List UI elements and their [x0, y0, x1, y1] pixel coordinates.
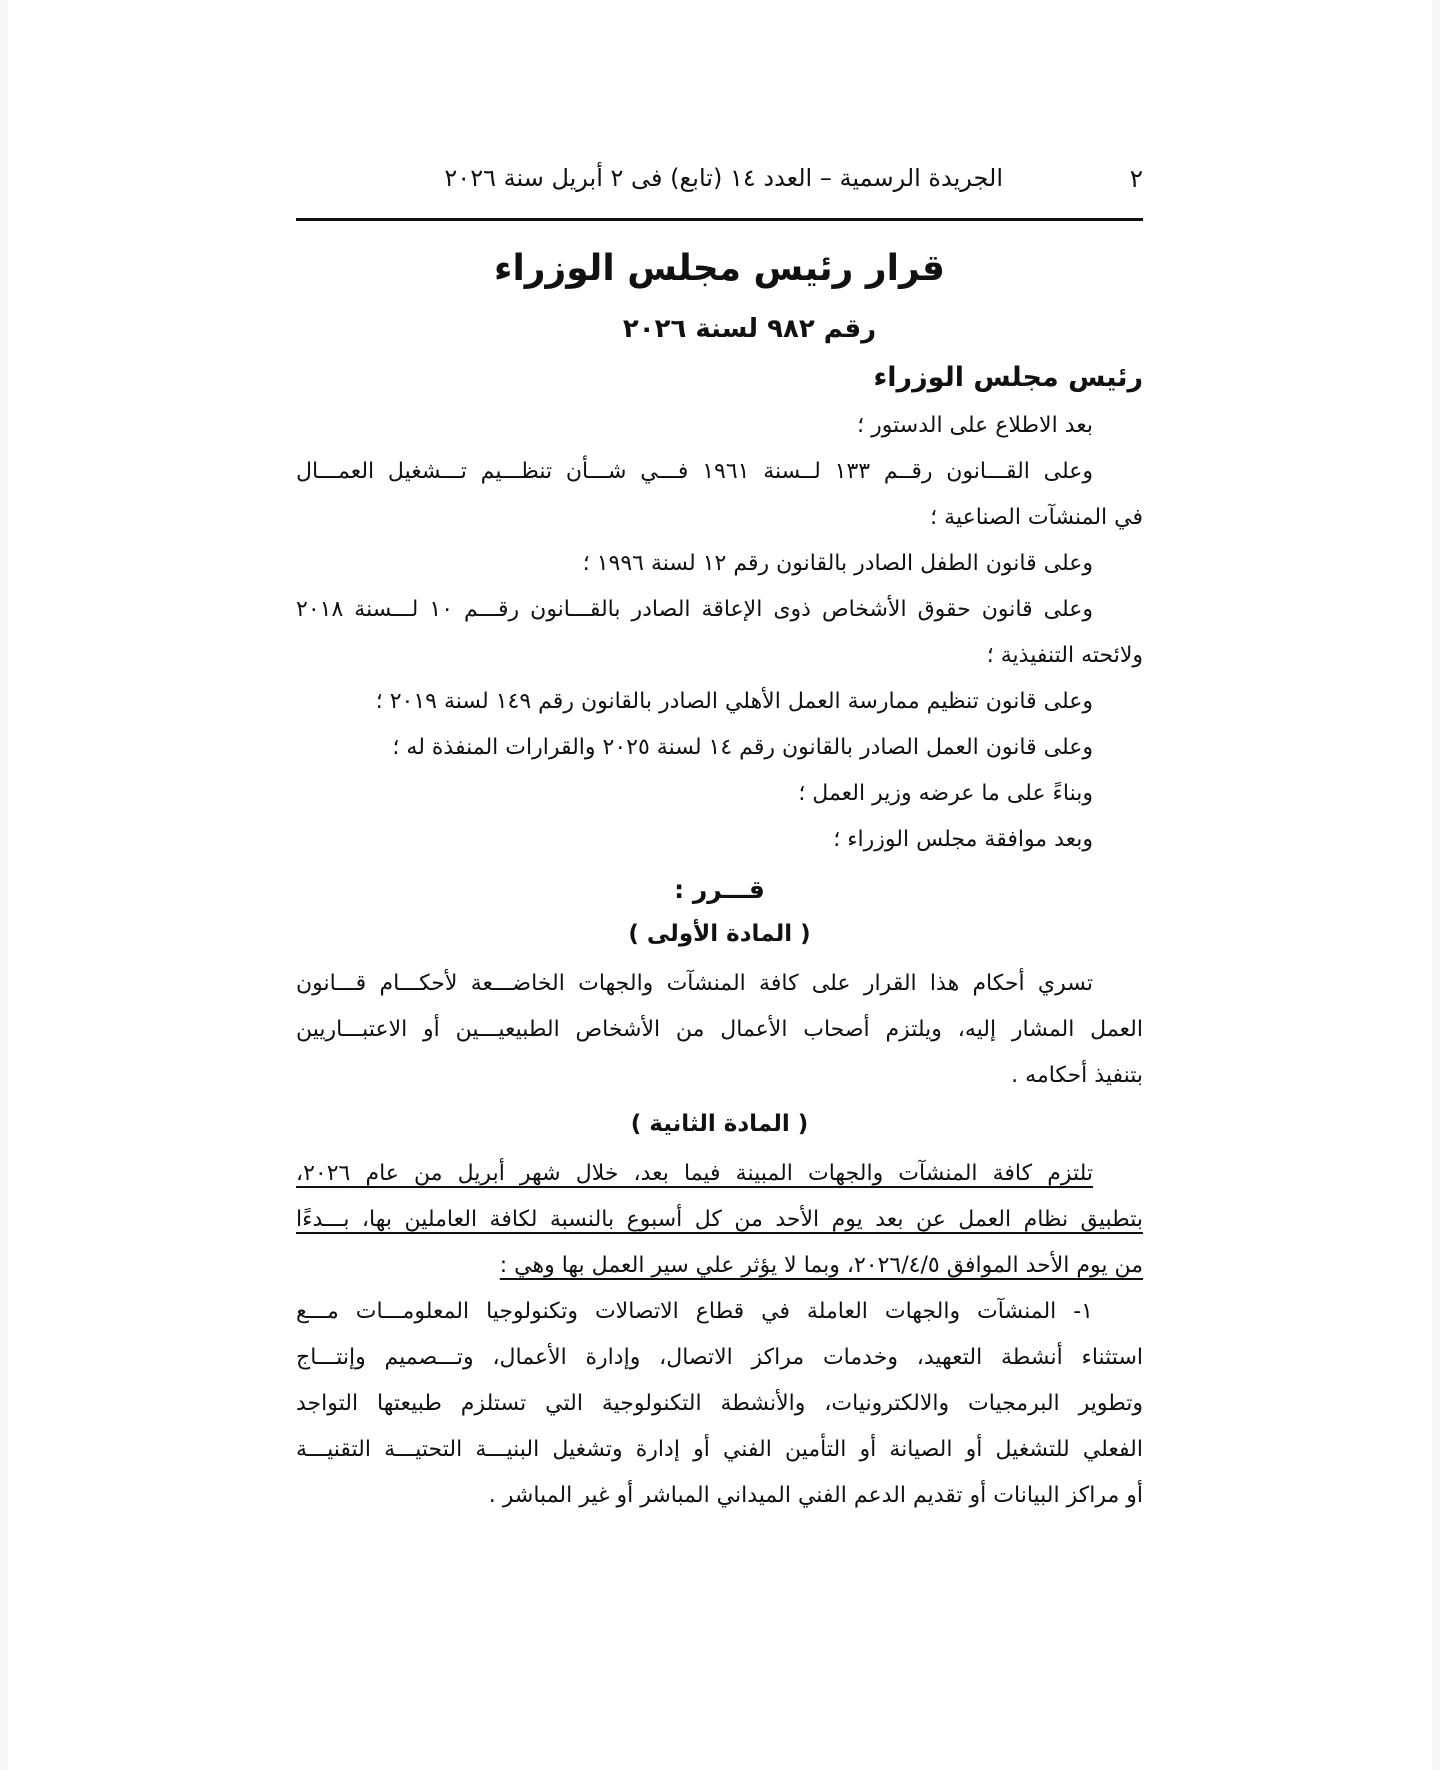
page-edge-right	[1432, 0, 1440, 1770]
preamble-line: وبعد موافقة مجلس الوزراء ؛	[833, 827, 1093, 852]
article-1-heading: ( المادة الأولى )	[628, 921, 811, 947]
page-edge-left	[0, 0, 8, 1770]
preamble-line: وبناءً على ما عرضه وزير العمل ؛	[798, 781, 1093, 806]
gazette-running-title: الجريدة الرسمية – العدد ١٤ (تابع) فى ٢ أبريل سنة ٢٠٢٦	[444, 164, 1003, 192]
article-2-line: من يوم الأحد الموافق ٢٠٢٦/٤/٥، وبما لا يؤثر علي سير العمل بها وهي :	[499, 1253, 1143, 1278]
document-page	[296, 0, 1143, 1770]
article-1-line: العمل المشار إليه، ويلتزم أصحاب الأعمال من الأشخاص الطبيعيـــين أو الاعتبـــاريين	[296, 1017, 1143, 1042]
article-2-line: بتطبيق نظام العمل عن بعد يوم الأحد من كل أسبوع بالنسبة لكافة العاملين بها، بـــدءًا	[296, 1207, 1143, 1232]
article-1-line: بتنفيذ أحكامه .	[1011, 1063, 1143, 1088]
article-2-item-line: وتطوير البرمجيات والالكترونيات، والأنشطة التكنولوجية التي تستلزم طبيعتها التواجد	[296, 1391, 1143, 1416]
running-header	[296, 160, 1143, 200]
decree-word: قـــرر :	[674, 875, 765, 904]
article-2-heading: ( المادة الثانية )	[630, 1111, 809, 1137]
article-2-item-line: أو مراكز البيانات أو تقديم الدعم الفني الميداني المباشر أو غير المباشر .	[488, 1483, 1143, 1508]
preamble-line: بعد الاطلاع على الدستور ؛	[857, 413, 1093, 438]
preamble-line: وعلى قانون تنظيم ممارسة العمل الأهلي الصادر بالقانون رقم ١٤٩ لسنة ٢٠١٩ ؛	[375, 689, 1093, 714]
preamble-line: وعلى القـــانون رقــم ١٣٣ لــسنة ١٩٦١ فـــي شـــأن تنظـــيم تـــشغيل العمـــال	[296, 459, 1094, 484]
page-number: ٢	[1129, 164, 1143, 193]
article-2-item-line: ١- المنشآت والجهات العاملة في قطاع الاتصالات وتكنولوجيا المعلومـــات مـــع	[296, 1299, 1093, 1324]
preamble-line: وعلى قانون العمل الصادر بالقانون رقم ١٤ لسنة ٢٠٢٥ والقرارات المنفذة له ؛	[392, 735, 1093, 760]
article-2-line: تلتزم كافة المنشآت والجهات المبينة فيما بعد، خلال شهر أبريل من عام ٢٠٢٦،	[296, 1161, 1093, 1186]
decree-title: قرار رئيس مجلس الوزراء	[494, 248, 945, 289]
article-2-item-line: استثناء أنشطة التعهيد، وخدمات مراكز الاتصال، وإدارة الأعمال، وتـــصميم وإنتـــاج	[296, 1345, 1143, 1370]
preamble-line: في المنشآت الصناعية ؛	[930, 505, 1143, 530]
header-divider	[296, 218, 1143, 221]
preamble-line: وعلى قانون الطفل الصادر بالقانون رقم ١٢ لسنة ١٩٩٦ ؛	[582, 551, 1093, 576]
preamble-line: ولائحته التنفيذية ؛	[986, 643, 1143, 668]
issuer-heading: رئيس مجلس الوزراء	[873, 362, 1143, 393]
preamble-line: وعلى قانون حقوق الأشخاص ذوى الإعاقة الصادر بالقـــانون رقـــم ١٠ لـــسنة ٢٠١٨	[296, 597, 1093, 622]
article-1-line: تسري أحكام هذا القرار على كافة المنشآت والجهات الخاضـــعة لأحكـــام قـــانون	[296, 971, 1093, 996]
article-2-item-line: الفعلي للتشغيل أو الصيانة أو التأمين الفني أو إدارة وتشغيل البنيـــة التحتيـــة التقنيـــة	[296, 1437, 1143, 1462]
decree-number: رقم ٩٨٢ لسنة ٢٠٢٦	[622, 314, 877, 344]
